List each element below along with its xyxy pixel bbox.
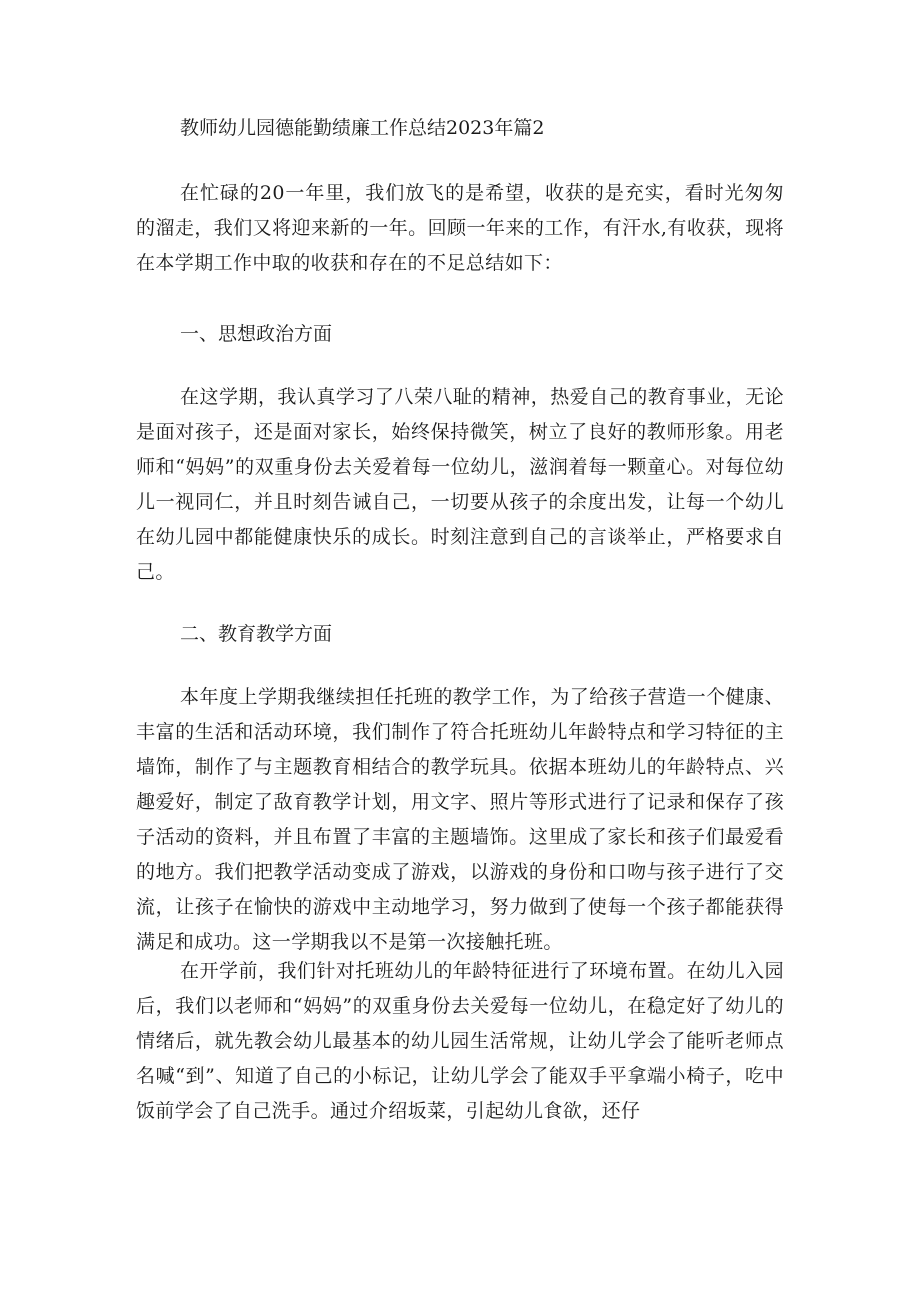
- section-paragraph-teaching-2: 在开学前，我们针对托班幼儿的年龄特征进行了环境布置。在幼儿入园后，我们以老师和“妈妈”的双重身份去关爱每一位幼儿，在稳定好了幼儿的情绪后，就先教会幼儿最基本的幼儿园生活常规，让幼儿学会了能听老师点名喊“到”、知道了自己的小标记，让幼儿学会了能双手平拿端小椅子，吃中饭前学会了自己洗手。通过介绍坂菜，引起幼儿食欲，还仔: [136, 960, 784, 1122]
- section-paragraph-teaching-1: 本年度上学期我继续担任托班的教学工作，为了给孩子营造一个健康、丰富的生活和活动环境，我们制作了符合托班幼儿年龄特点和学习特征的主墙饰，制作了与主题教育相结合的教学玩具。依据本班幼儿的年龄特点、兴趣爱好，制定了敌育教学计划，用文字、照片等形式进行了记录和保存了孩子活动的资料，并且布置了丰富的主题墙饰。这里成了家长和孩子们最爱看的地方。我们把教学活动变成了游戏，以游戏的身份和口吻与孩子进行了交流，让孩子在愉快的游戏中主动地学习，努力做到了使每一个孩子都能获得满足和成功。这一学期我以不是第一次接触托班。: [136, 686, 784, 953]
- section-heading-ideology: 一、思想政治方面: [180, 323, 333, 345]
- intro-paragraph: 在忙碌的20一年里，我们放飞的是希望，收获的是充实，看时光匆匆的溜走，我们又将迎来新的一年。回顾一年来的工作，有汗水,有收获，现将在本学期工作中取的收获和存在的不足总结如下：: [136, 182, 784, 274]
- section-heading-teaching: 二、教育教学方面: [180, 623, 333, 645]
- document-title: 教师幼儿园德能勤绩廉工作总结2023年篇2: [180, 117, 545, 139]
- section-paragraph-ideology: 在这学期，我认真学习了八荣八耻的精神，热爱自己的教育事业，无论是面对孩子，还是面对家长，始终保持微笑，树立了良好的教师形象。用老师和“妈妈”的双重身份去关爱着每一位幼儿，滋润着每一颗童心。对每位幼儿一视同仁，并且时刻告诫自己，一切要从孩子的余度出发，让每一个幼儿在幼儿园中都能健康快乐的成长。时刻注意到自己的言谈举止，严格要求自己。: [136, 386, 784, 583]
